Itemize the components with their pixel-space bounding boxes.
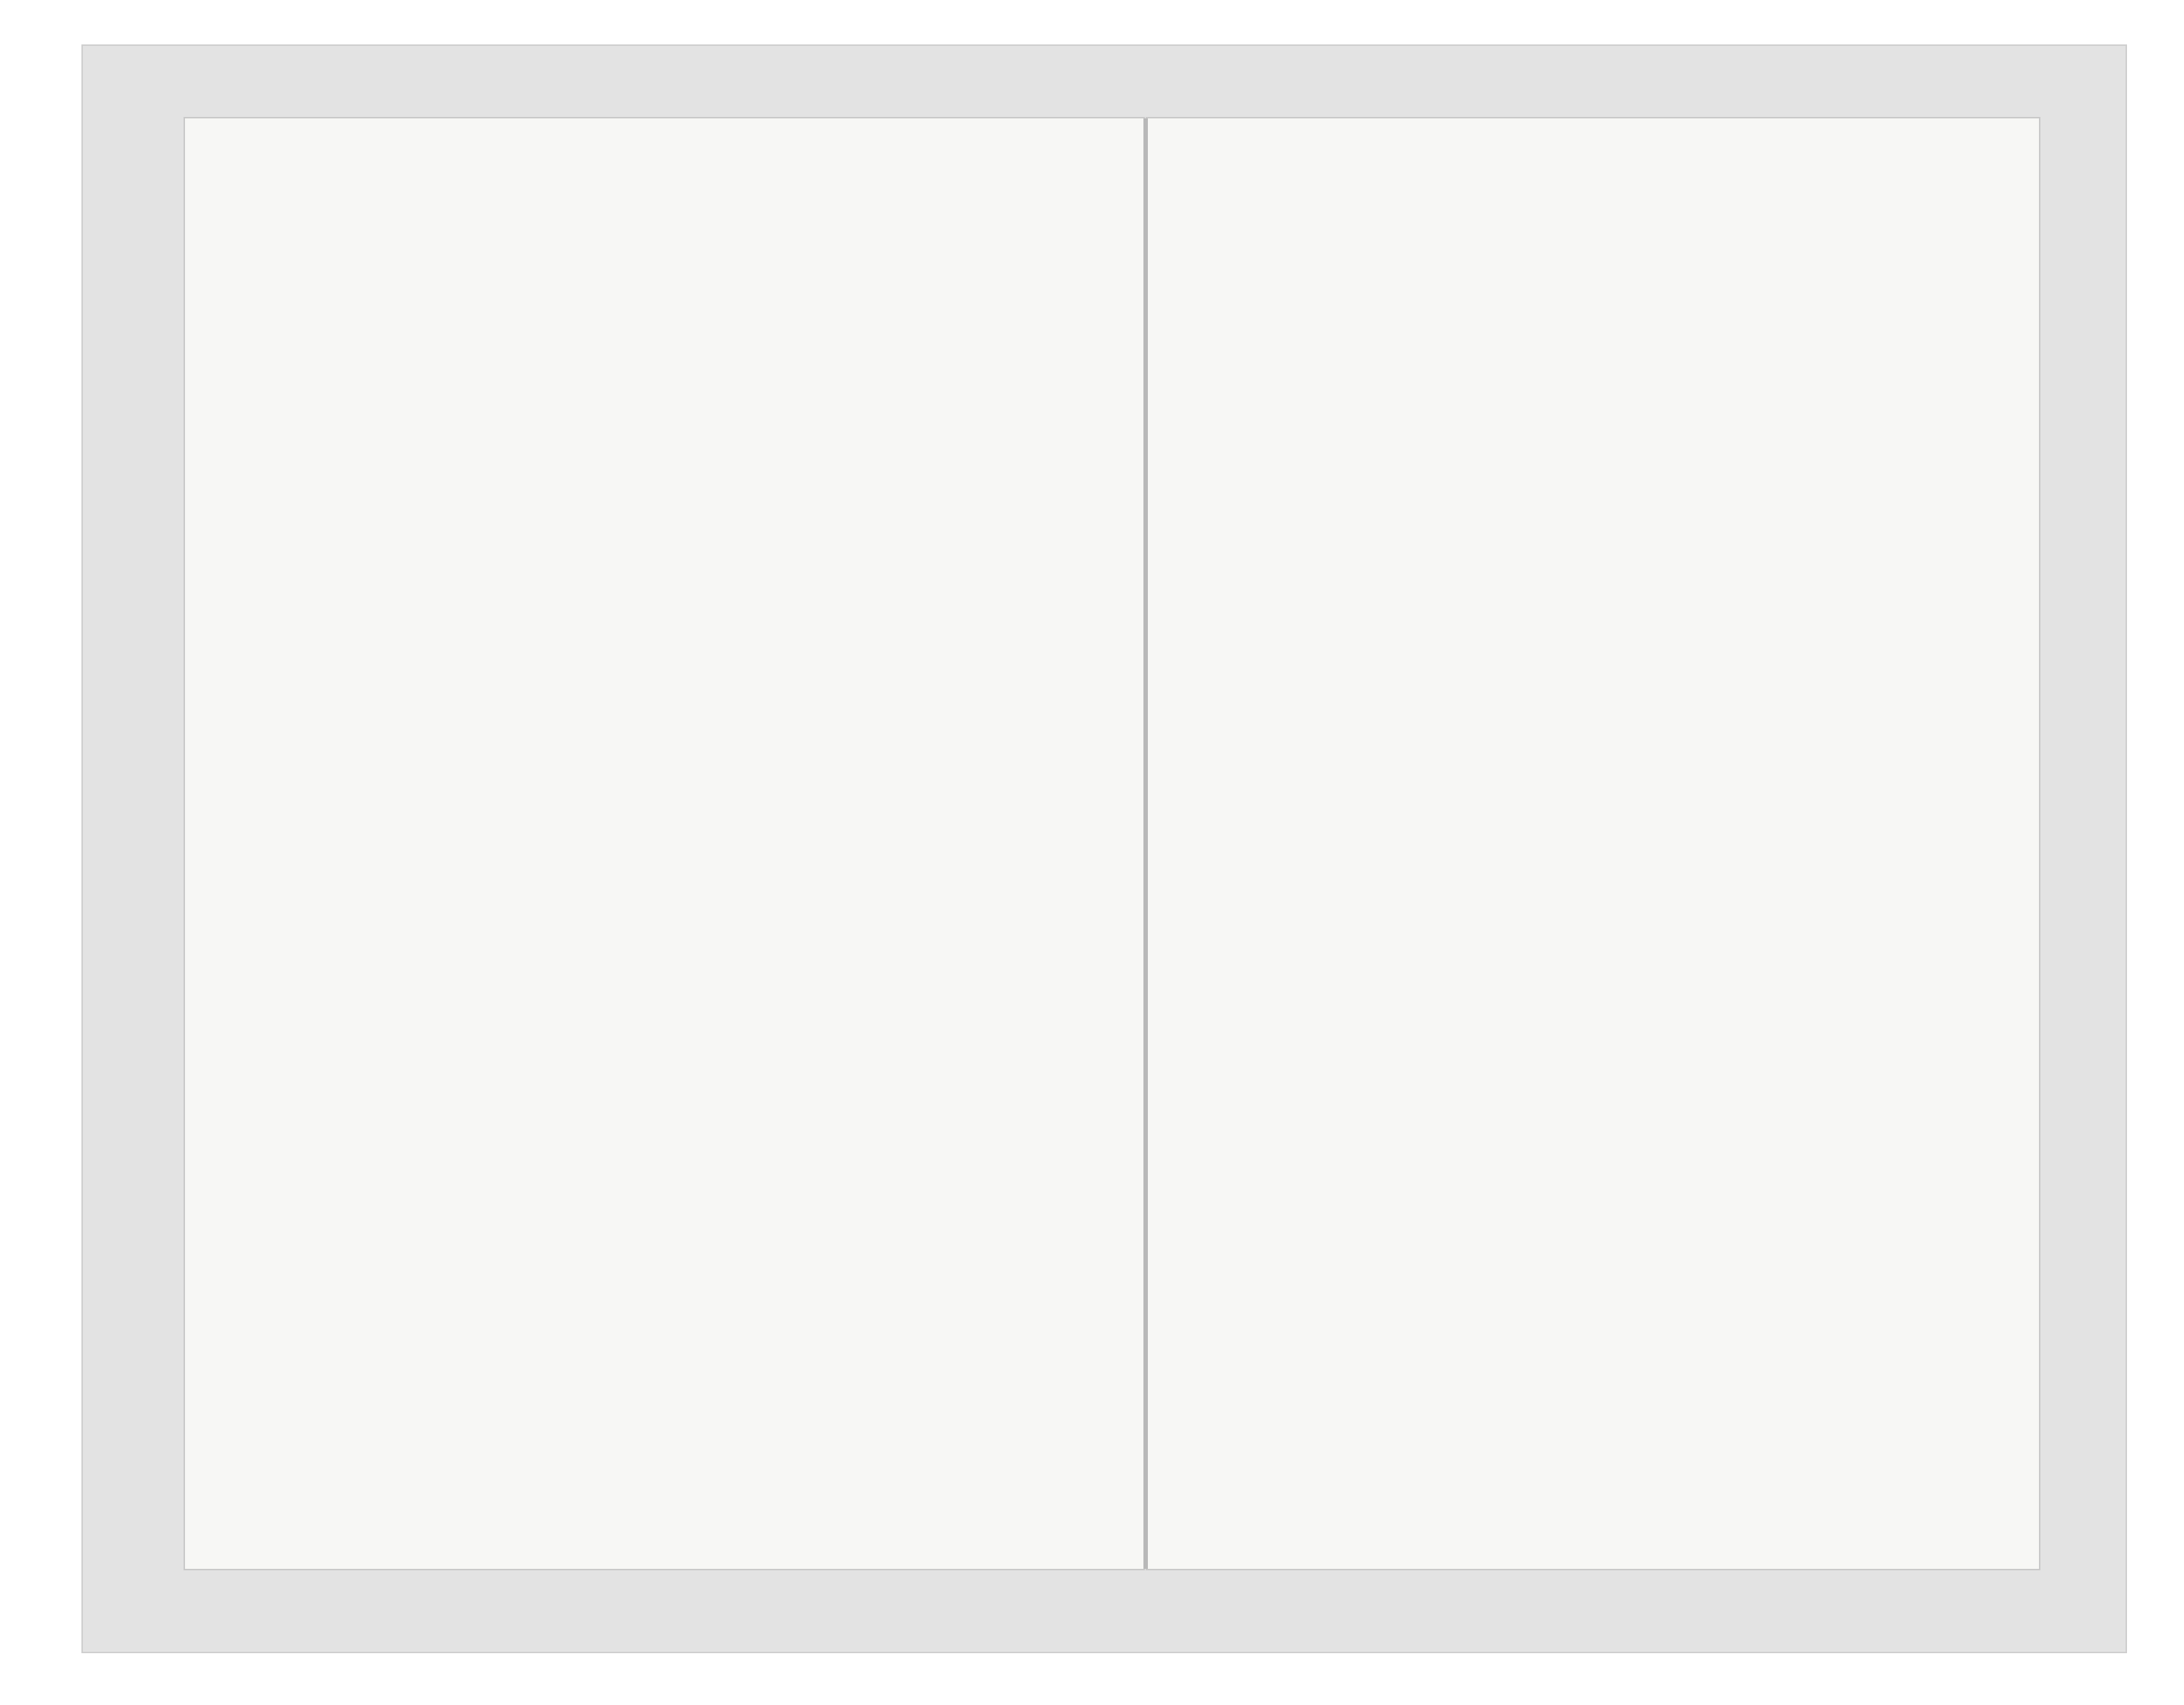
header-col11 bbox=[1421, 285, 1547, 366]
header-col14 bbox=[1716, 222, 1790, 400]
header-col5 bbox=[844, 201, 921, 390]
page-spine bbox=[1143, 118, 1148, 1569]
header-col13 bbox=[1634, 237, 1712, 392]
header-col12 bbox=[1553, 252, 1630, 363]
header-col15 bbox=[1794, 219, 1856, 400]
header-col4 bbox=[755, 229, 836, 392]
header-col1 bbox=[275, 200, 364, 396]
header-col7 bbox=[970, 222, 1066, 355]
header-col8 bbox=[1069, 201, 1140, 397]
header-col6 bbox=[925, 201, 968, 275]
header-col9 bbox=[1177, 244, 1369, 377]
header-col2 bbox=[355, 237, 370, 348]
